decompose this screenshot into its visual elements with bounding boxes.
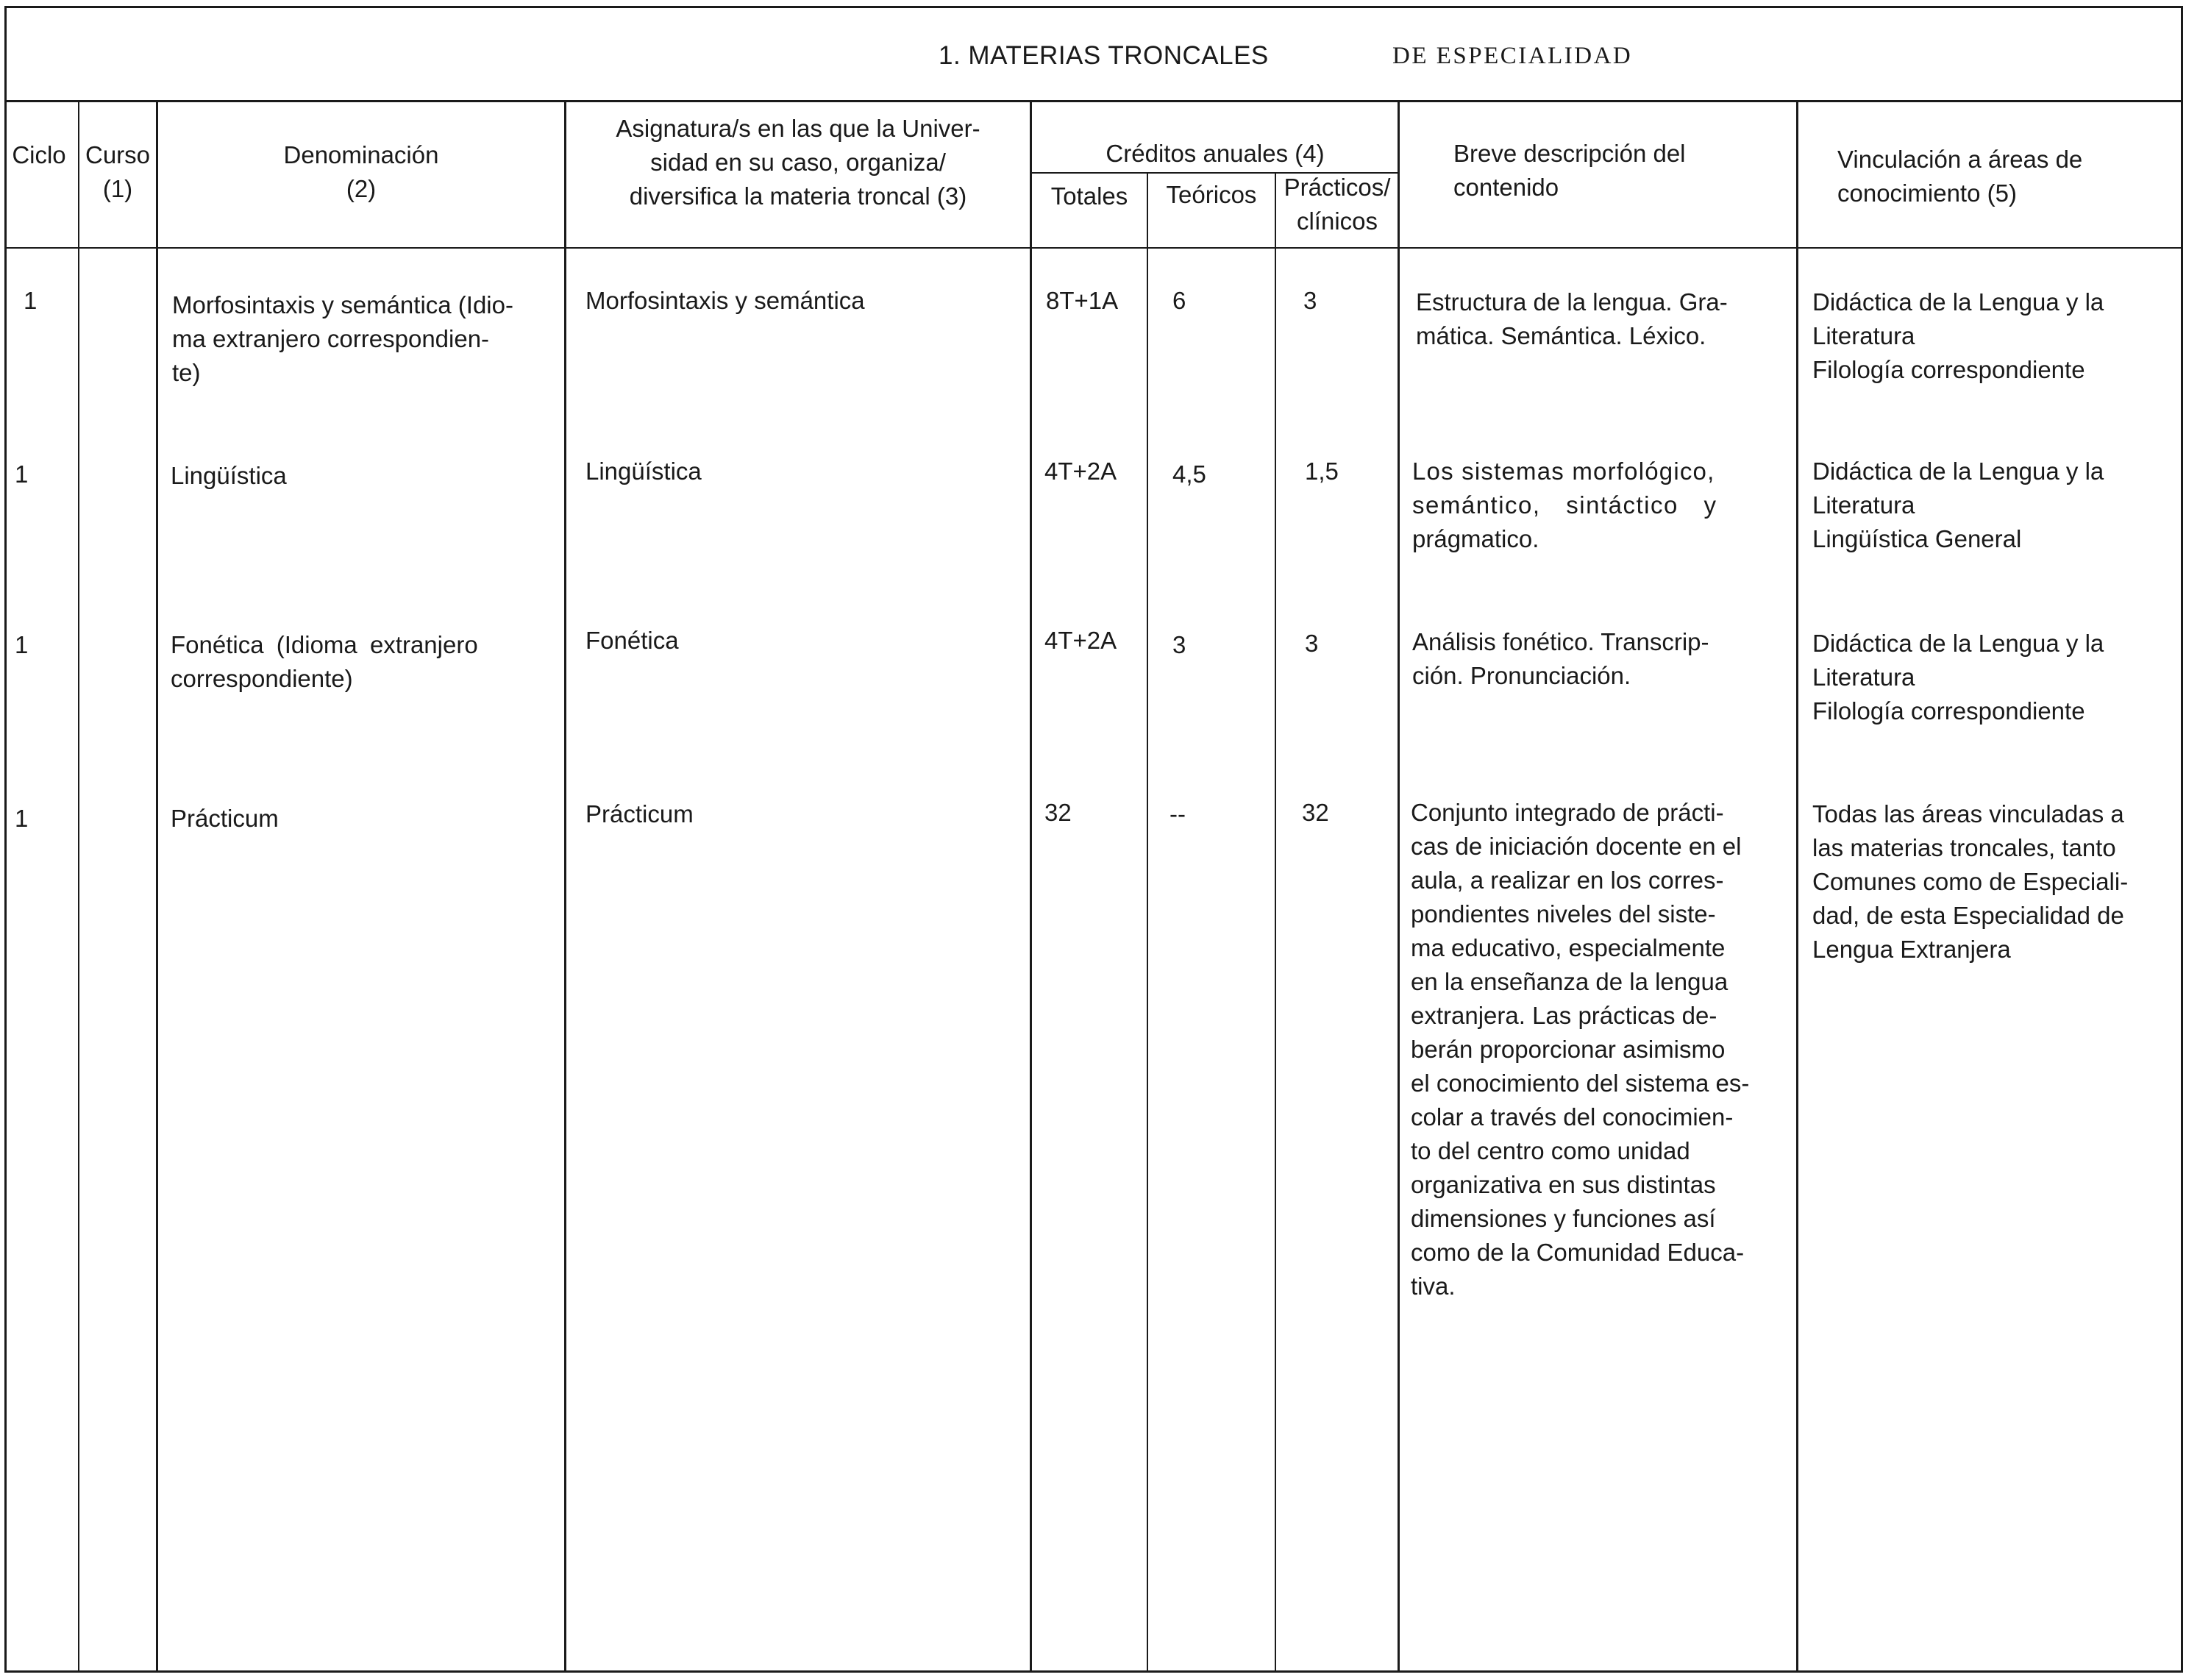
row-2-vinculacion-line: Lingüística General [1812,525,2022,552]
row-4-descripcion-line: en la enseñanza de la lengua [1411,968,1728,995]
row-3-denominacion-line: Fonética (Idioma extranjero [171,631,478,658]
row-2-vinculacion [1812,455,2180,556]
table-title-suffix: DE ESPECIALIDAD [1392,43,1633,69]
row-4-denominacion-line: Prácticum [171,805,279,832]
row-3-descripcion [1412,625,1787,693]
row-1-practicos: 3 [1303,287,1317,314]
row-1-denominacion-line: ma extranjero correspondien- [172,325,490,352]
header-asignaturas-line: Asignatura/s en las que la Univer- [616,115,980,142]
row-4-descripcion-line: Conjunto integrado de prácti- [1411,799,1724,826]
row-4-vinculacion-line: Lengua Extranjera [1812,936,2011,963]
row-4-descripcion [1411,796,1789,1303]
row-1-descripcion-line: mática. Semántica. Léxico. [1416,322,1706,349]
row-2-totales: 4T+2A [1044,458,1117,485]
row-4-descripcion-line: dimensiones y funciones así [1411,1205,1716,1232]
row-4-descripcion-line: cas de iniciación docente en el [1411,833,1742,860]
row-4-descripcion-line: como de la Comunidad Educa- [1411,1239,1745,1266]
row-3-totales: 4T+2A [1044,627,1117,654]
row-1-vinculacion-line: Literatura [1812,322,1915,349]
row-4-descripcion-line: berán proporcionar asimismo [1411,1036,1726,1063]
frame-top [4,6,2183,8]
row-4-vinculacion [1812,797,2180,967]
row-1-descripcion-line: Estructura de la lengua. Gra- [1416,288,1728,316]
row-1-vinculacion-line: Filología correspondiente [1812,356,2085,383]
header-vinculacion [1837,143,2161,210]
row-4-ciclo: 1 [15,805,29,832]
header-separator [4,247,2183,249]
row-4-descripcion-line: colar a través del conocimien- [1411,1103,1734,1131]
row-4-totales: 32 [1044,799,1072,826]
header-denominacion: Denominación [283,141,439,168]
row-3-vinculacion-line: Didáctica de la Lengua y la [1812,630,2104,657]
row-1-denominacion [172,288,555,390]
row-2-practicos: 1,5 [1305,458,1339,485]
row-2-vinculacion-line: Literatura [1812,491,1915,519]
row-4-descripcion-line: pondientes niveles del siste- [1411,900,1716,928]
col-line-descripcion [1398,102,1400,1673]
row-3-vinculacion [1812,627,2180,728]
frame-right [2181,6,2183,1673]
header-teoricos: Teóricos [1166,181,1257,208]
row-2-denominacion [171,459,553,493]
row-2-teoricos: 4,5 [1172,460,1206,488]
row-2-descripcion-line: semántico, sintáctico y [1412,491,1717,519]
row-2-descripcion-line: prágmatico. [1412,525,1539,552]
row-3-ciclo: 1 [15,631,29,658]
row-1-denominacion-line: te) [172,359,201,386]
row-4-vinculacion-line: Todas las áreas vinculadas a [1812,800,2124,827]
header-creditos: Créditos anuales (4) [1106,140,1325,167]
header-practicos: Prácticos/ [1284,174,1391,201]
col-line-asignatura [564,102,566,1673]
row-4-descripcion-line: tiva. [1411,1273,1456,1300]
row-1-vinculacion-line: Didáctica de la Lengua y la [1812,288,2104,316]
row-3-vinculacion-line: Literatura [1812,663,1915,691]
row-4-descripcion-line: to del centro como unidad [1411,1137,1690,1164]
row-4-vinculacion-line: Comunes como de Especiali- [1812,868,2129,895]
row-2-ciclo: 1 [15,460,29,488]
header-descripcion-line: contenido [1453,174,1559,201]
header-ciclo: Ciclo [12,141,66,168]
header-clinicos: clínicos [1296,207,1378,235]
row-3-descripcion-line: ción. Pronunciación. [1412,662,1631,689]
header-descripcion [1453,137,1777,204]
row-4-vinculacion-line: las materias troncales, tanto [1812,834,2116,861]
row-3-denominacion [171,628,553,696]
row-4-asignatura: Prácticum [585,800,694,827]
row-1-totales: 8T+1A [1046,287,1119,314]
header-asignaturas-line: diversifica la materia troncal (3) [629,182,967,210]
row-4-descripcion-line: el conocimiento del sistema es- [1411,1069,1750,1097]
row-1-vinculacion [1812,285,2180,387]
col-line-teoricos [1147,174,1148,1673]
row-2-descripcion [1412,455,1787,556]
row-3-vinculacion-line: Filología correspondiente [1812,697,2085,725]
col-line-denominacion [156,102,158,1673]
row-1-teoricos: 6 [1172,287,1186,314]
row-1-ciclo: 1 [24,287,38,314]
row-4-descripcion-line: organizativa en sus distintas [1411,1171,1716,1198]
col-line-vinculacion [1796,102,1798,1673]
row-4-teoricos: -- [1169,800,1186,827]
header-descripcion-line: Breve descripción del [1453,140,1686,167]
col-line-creditos [1030,102,1032,1673]
row-3-practicos: 3 [1305,630,1319,657]
header-totales: Totales [1050,182,1128,210]
frame-bottom [4,1670,2183,1673]
row-3-denominacion-line: correspondiente) [171,665,353,692]
header-vinculacion-line: conocimiento (5) [1837,179,2017,207]
header-asignaturas-line: sidad en su caso, organiza/ [650,149,946,176]
row-4-vinculacion-line: dad, de esta Especialidad de [1812,902,2124,929]
row-1-descripcion [1416,285,1791,353]
row-3-teoricos: 3 [1172,631,1186,658]
row-3-asignatura: Fonética [585,627,679,654]
row-2-asignatura: Lingüística [585,458,702,485]
col-line-practicos [1275,174,1276,1673]
row-2-denominacion-line: Lingüística [171,462,287,489]
row-4-descripcion-line: ma educativo, especialmente [1411,934,1726,961]
row-1-asignatura: Morfosintaxis y semántica [585,287,865,314]
table-title: 1. MATERIAS TRONCALES [939,41,1269,70]
header-vinculacion-line: Vinculación a áreas de [1837,146,2083,173]
row-4-descripcion-line: extranjera. Las prácticas de- [1411,1002,1717,1029]
header-denominacion-note: (2) [346,175,377,202]
title-separator [4,100,2183,102]
header-curso: Curso [85,141,151,168]
row-2-vinculacion-line: Didáctica de la Lengua y la [1812,458,2104,485]
header-asignaturas [566,112,1030,213]
row-4-denominacion [171,802,553,836]
row-1-denominacion-line: Morfosintaxis y semántica (Idio- [172,291,513,318]
row-4-descripcion-line: aula, a realizar en los corres- [1411,866,1724,894]
col-line-curso [78,102,79,1673]
header-curso-note: (1) [102,175,133,202]
row-3-descripcion-line: Análisis fonético. Transcrip- [1412,628,1709,655]
frame-left [4,6,7,1673]
row-4-practicos: 32 [1302,799,1329,826]
row-2-descripcion-line: Los sistemas morfológico, [1412,458,1715,485]
